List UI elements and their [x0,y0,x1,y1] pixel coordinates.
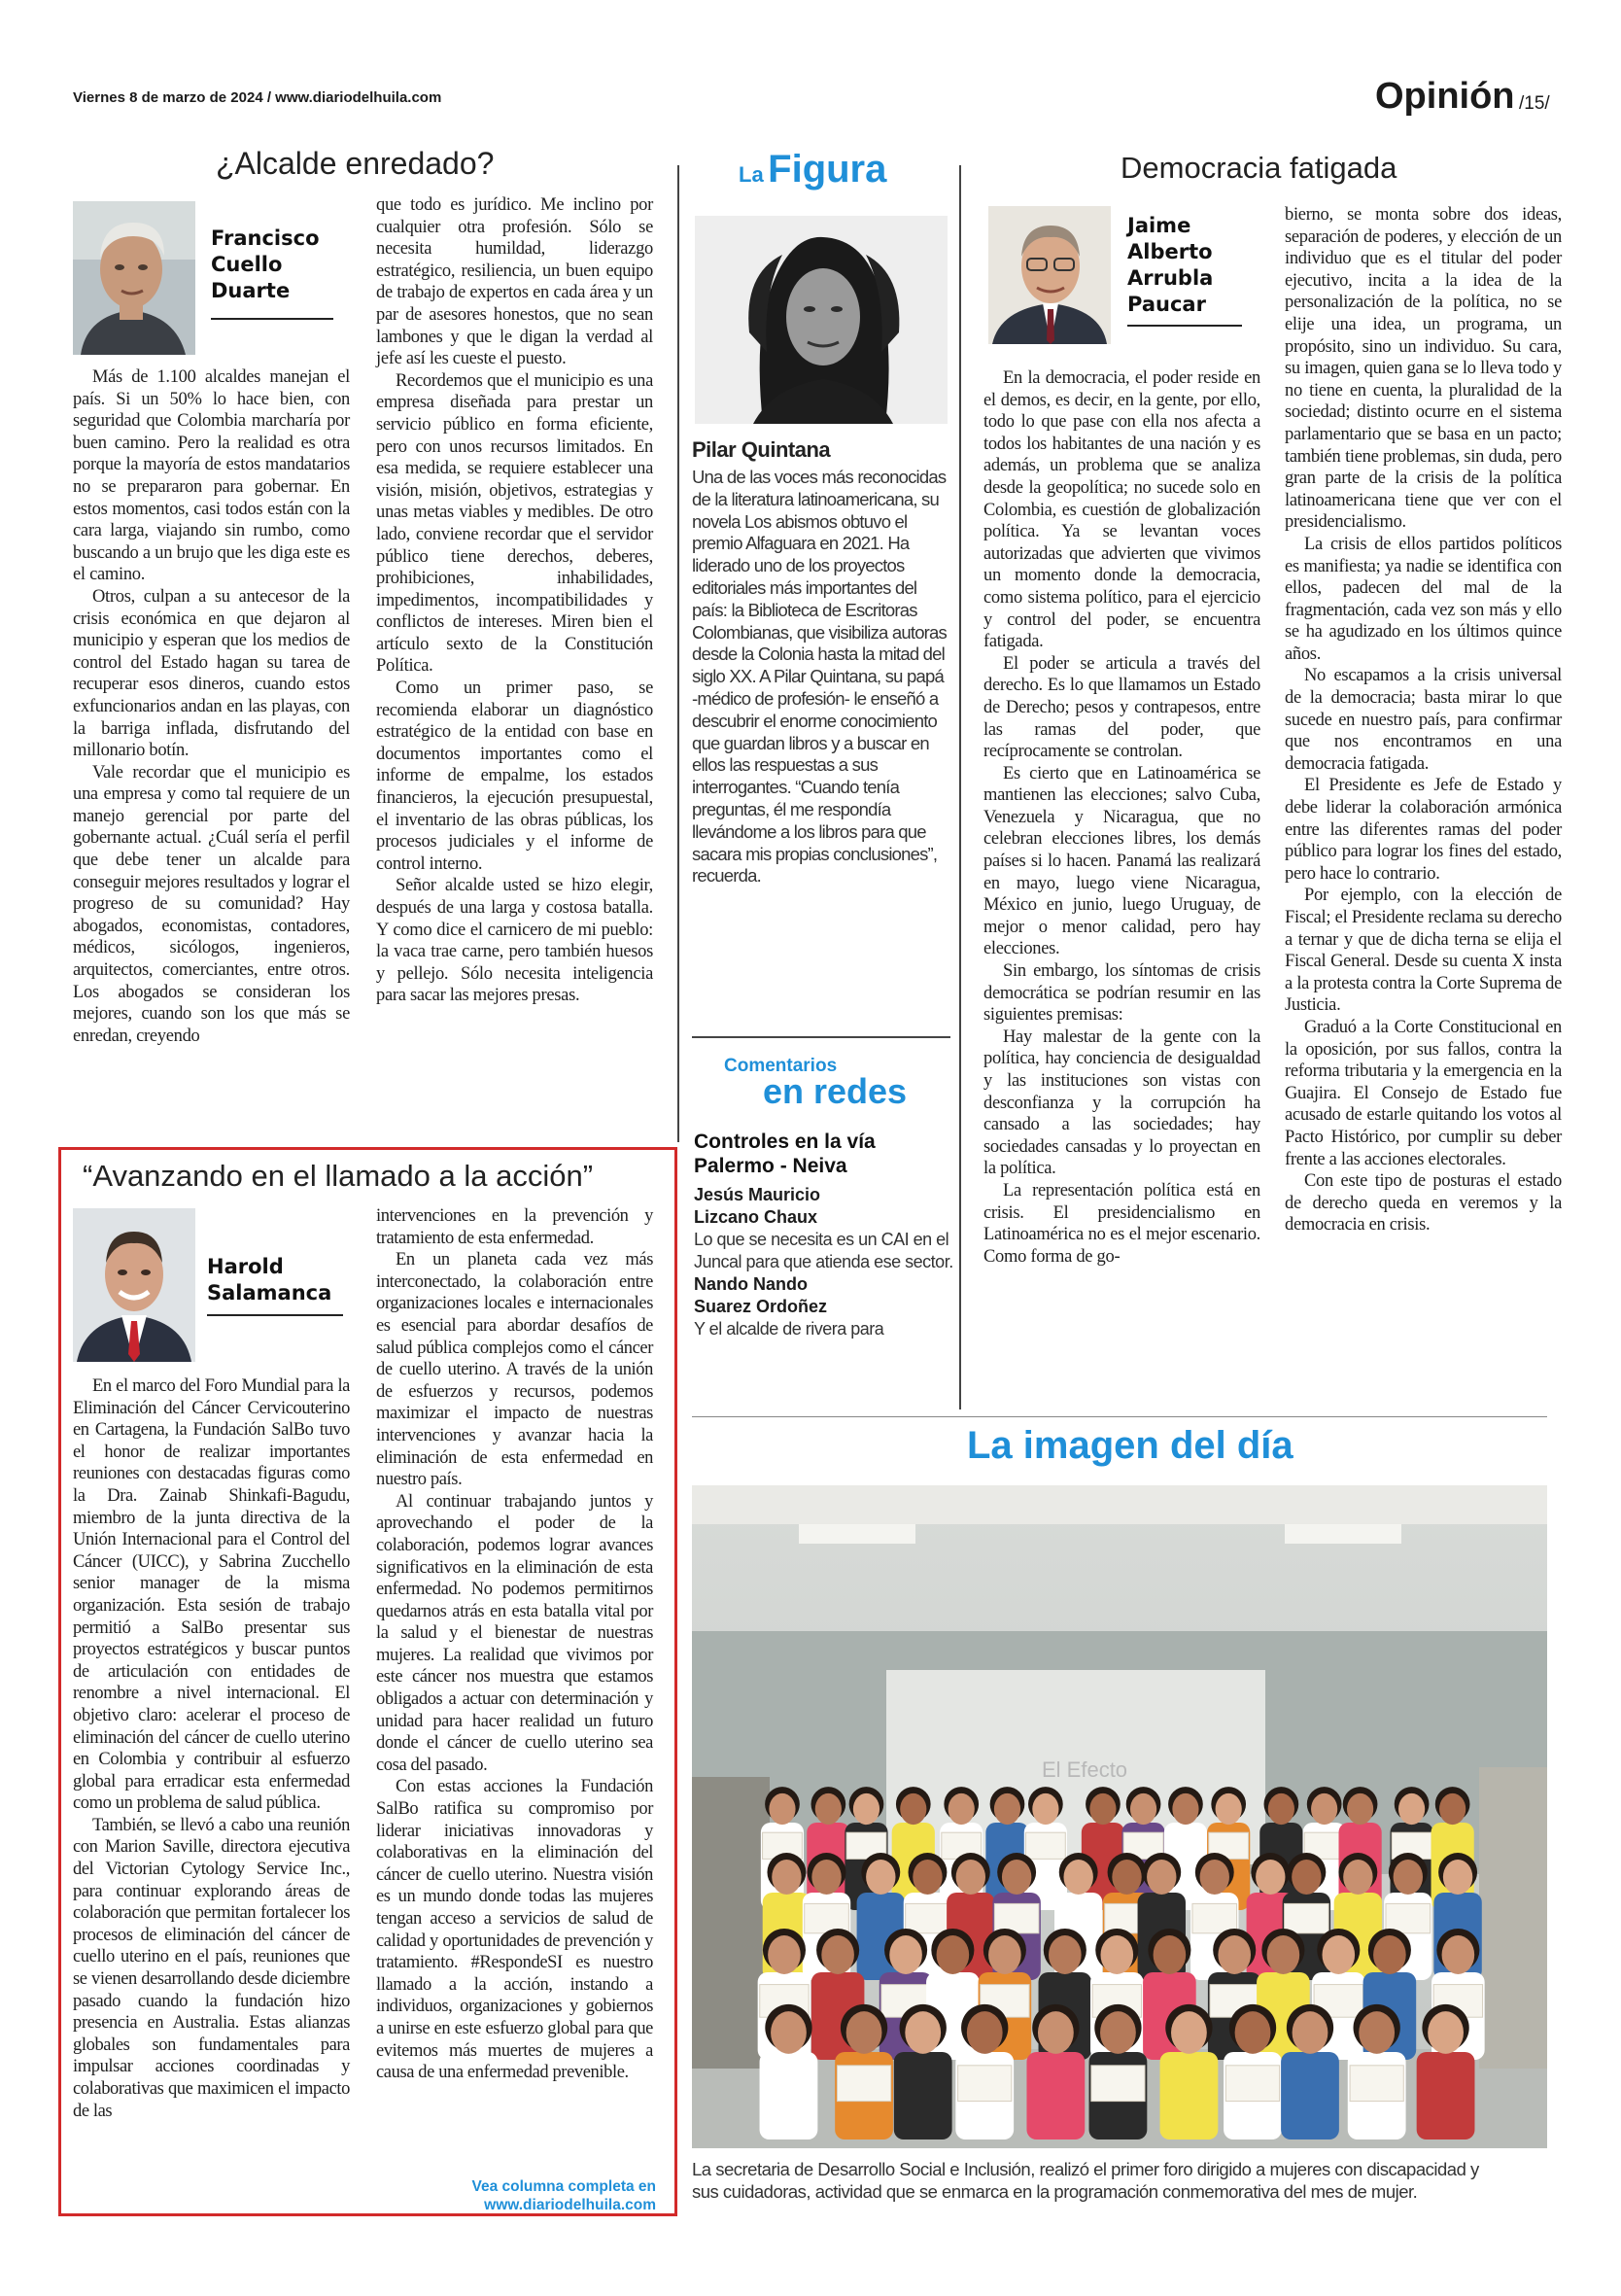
comment-text: Lo que se necesita es un CAI en el Juncal para que atienda ese sector. [694,1230,953,1271]
article-column-avanzando-1: En el marco del Foro Mundial para la Eliminación del Cáncer Cervicouterino en Cartagena, la Fundación SalBo tuvo el honor de realizar importantes reuniones con destacadas figuras como la Dra. Zainab Shinkafi-Bagudu, miembro de la junta directiva de la Unión Internacional para el Control del Cáncer (UICC), y Sabrina Zucchello senior manager de la misma organización. Esta sesión de trabajo permitió a SalBo presentar sus proyectos estratégicos y buscar puntos de articulación con entidades de renombre a nivel internacional. El objetivo claro: acelerar el proceso de eliminación del cáncer de cuello uterino en Colombia y contribuir al esfuerzo global para erradicar esta enfermedad como un problema de salud pública. También, se llevó a cabo una reunión con Marion Saville, directora ejecutiva del Victorian Cytology Service Inc., para continuar explorando áreas de colaboración que permitan fortalecer los procesos de eliminación del cáncer de cuello uterino en el país, reuniones que se vienen desarrollando desde diciembre pasado cuando la fundación hizo presencia en Australia. Estas alianzas globales son fundamentales para impulsar acciones coordinadas y colaborativas que maximicen el impacto de las [73,1376,350,2121]
author-photo-jaime [988,206,1111,344]
figura-name: Pilar Quintana [692,437,831,462]
article-title-alcalde: ¿Alcalde enredado? [216,146,495,181]
author-photo-harold [73,1208,195,1362]
date-line: Viernes 8 de marzo de 2024 / www.diariodelhuila.com [73,89,442,106]
article-column-avanzando-2: intervenciones en la prevención y tratamiento de esta enfermedad. En un planeta cada vez más interconectado, la colaboración entre organizaciones locales e internacionales es esencial para abordar desafíos de salud pública complejos como el cáncer de cuello uterino. A través de la unión de esfuerzos y recursos, podemos maximizar el impacto de nuestras intervenciones y avanzar hacia la eliminación de esta enfermedad en nuestro país. Al continuar trabajando juntos y aprovechando el poder de la colaboración, podemos lograr avances significativos en la eliminación de esta enfermedad. No podemos permitirnos quedarnos atrás en esta batalla vital por la salud y el bienestar de nuestras mujeres. La realidad que vivimos por este cáncer nos muestra que estamos obligados a actuar con determinación y unidad para hacer realidad un futuro donde el cáncer de cuello uterino sea cosa del pasado. Con estas acciones la Fundación SalBo ratifica su compromiso por liderar iniciativas innovadoras y colaborativas en la eliminación del cáncer de cuello uterino. Nuestra visión es un mundo donde todas las mujeres tengan acceso a servicios de salud de calidad y oportunidades de prevención y tratamiento. #RespondeSI es nuestro llamado a la acción, instando a individuos, organizaciones y gobiernos a unirse en este esfuerzo global para que evitemos más muertes de mujeres a causa de una enfermedad prevenible. [376,1206,653,2083]
column-divider [677,165,679,1142]
section-title: Opinión [1375,76,1515,117]
article-column-democracia-2: bierno, se monta sobre dos ideas, separación de poderes, y elección de un individuo que es el titular del poder ejecutivo, incita a la idea de la personalización de la política, no se elije una idea, un programa, un propósito, sino un individuo. Su cara, su imagen, quien gana se lo lleva todo y no tiene en cuenta, la pluralidad de la sociedad; distinto ocurre en el sistema parlamentario que se basa en un pacto; también tiene problemas, sin duda, pero gran parte de la crisis de la política latinoamericana tiene que ver con el presidencialismo. La crisis de ellos partidos políticos es manifiesta; ya nadie se identifica con ellos, padecen del mal de la fragmentación, cada vez son más y ello se ha agudizado en los últimos quince años. No escapamos a la crisis universal de la democracia; basta mirar lo que sucede en nuestro país, para confirmar que nos encontramos en una democracia fatigada. El Presidente es Jefe de Estado y debe liderar la colaboración armónica entre las diferentes ramas del poder público para lograr los fines del estado, pero hace lo contrario. Por ejemplo, con la elección de Fiscal; el Presidente reclama su derecho a ternar y que de dicha terna se elija el Fiscal General. Desde su cuenta X insta a la protesta contra la Corte Suprema de Justicia. Graduó a la Corte Constitucional en la oposición, por sus fallos, contra la reforma tributaria y la emergencia en la Guajira. El Consejo de Estado fue acusado de estarle quitando los votos al Pacto Histórico, por cumplir su deber frente a las acciones electorales. Con este tipo de posturas el estado de derecho queda en veremos y la democracia en crisis. [1285,205,1562,1235]
screen-text: El Efecto [1042,1757,1128,1782]
image-of-day-title: La imagen del día [967,1424,1293,1467]
article-column-alcalde-1: Más de 1.100 alcaldes manejan el país. Si un 50% lo hace bien, con seguridad que Colombia marcharía por buen camino. Pero la realidad es otra porque la mayoría de estos mandatarios no se prepararon para gobernar. En estos momentos, casi todos están con la cara larga, viajando sin rumbo, como buscando a un brujo que les diga este es el camino. Otros, culpan a su antecesor de la crisis económica en que dejaron al municipio y esperan que los medios de control del Estado hagan su tarea de recuperar esos dineros, cuando estos exfuncionarios andan en las playas, con la barriga inflada, disfrutando del millonario botín. Vale recordar que el municipio es una empresa y como tal requiere de un manejo gerencial por parte del gobernante actual. ¿Cuál sería el perfil que debe tener un alcalde para conseguir mejores resultados y lograr el progreso de su comunidad? Hay abogados, economistas, contadores, médicos, sicólogos, ingenieros, arquitectos, comerciantes, entre otros. Los abogados se consideran los mejores, cuando son los que más se enredan, creyendo [73,367,350,1046]
author-name-jaime: Jaime Alberto Arrubla Paucar [1127,214,1214,316]
full-column-link[interactable]: Vea columna completa en www.diariodelhuila.com [471,2178,656,2213]
redes-label-small: Comentarios [724,1056,838,1076]
article-title-democracia: Democracia fatigada [1121,151,1397,185]
author-rule [1127,325,1242,327]
article-column-alcalde-2: que todo es jurídico. Me inclino por cualquier otra profesión. Sólo se necesita humildad, liderazgo estratégico, resiliencia, un buen equipo de trabajo de expertos en cada área y un par de asesores honestos, que no sean lambones y que le digan la verdad al jefe así les cueste el puesto. Recordemos que el municipio es una empresa diseñada para prestar un servicio público en forma eficiente, pero con unos recursos limitados. En esa medida, se requiere establecer una visión, misión, objetivos, estrategias y unas metas viables y medibles. De otro lado, conviene recordar que el servidor público tiene derechos, deberes, prohibiciones, inhabilidades, impedimentos, incompatibilidades y conflictos de intereses. Miren bien el artículo sexto de la Constitución Política. Como un primer paso, se recomienda elaborar un diagnóstico estratégico de la entidad con base en documentos importantes como el informe de empalme, los estados financieros, la ejecución presupuestal, el inventario de las obras públicas, los procesos judiciales y el informe de control interno. Señor alcalde usted se hizo elegir, después de una larga y costosa batalla. Y como dice el carnicero de mi pueblo: la vaca trae carne, pero también huesos y pellejo. Sólo necesita inteligencia para sacar las mejores presas. [376,195,653,1006]
author-photo-francisco [73,201,195,355]
column-divider [959,165,961,1409]
comment-text: Y el alcalde de rivera para [694,1319,884,1339]
author-rule [207,1314,343,1316]
section-divider [692,1416,1547,1417]
author-rule [211,318,333,320]
page-number: /15/ [1519,93,1550,114]
figura-photo [695,216,948,424]
author-name-francisco: Francisco Cuello Duarte [211,226,320,302]
image-of-day-caption: La secretaria de Desarrollo Social e Inclusión, realizó el primer foro dirigido a mujeres con discapacidad y sus cuidadoras, actividad que se enmarca en la programación conmemorativa del mes de mujer. [692,2159,1479,2202]
comment-author: Jesús Mauricio Lizcano Chaux [694,1185,821,1227]
author-name-harold: Harold Salamanca [207,1255,332,1305]
figura-label: La Figura [739,148,887,191]
redes-comments [694,1184,956,1340]
comment-author: Nando Nando Suarez Ordoñez [694,1274,828,1316]
redes-label-big: en redes [763,1071,908,1111]
image-of-day-photo [692,1485,1547,2148]
redes-headline: Controles en la vía Palermo - Neiva [694,1131,876,1177]
section-divider [692,1036,950,1038]
article-title-avanzando: “Avanzando en el llamado a la acción” [83,1159,594,1193]
article-column-democracia-1: En la democracia, el poder reside en el demos, es decir, en la gente, por ello, todo lo que pase con ella nos afecta a todos los habitantes de una nación y es además, un problema que se analiza desde la geopolítica; no sucede solo en Colombia, es cuestión de globalización política. Ya se levantan voces autorizadas que advierten que vivimos un momento donde la democracia, como sistema político, para el ejercicio y control del poder, se encuentra fatigada. El poder se articula a través del derecho. Es lo que llamamos un Estado de Derecho; pesos y contrapesos, entre las ramas del poder, que recíprocamente se controlan. Es cierto que en Latinoamérica se mantienen las elecciones; salvo Cuba, Venezuela y Nicaragua, que no celebran elecciones libres, los demás países si lo hacen. Panamá las realizará en mayo, luego viene Nicaragua, México en junio, luego Uruguay, de mejor o menor calidad, pero hay elecciones. Sin embargo, los síntomas de crisis democrática se podrían resumir en las siguientes premisas: Hay malestar de la gente con la política, hay conciencia de desigualdad y las instituciones son vistas con desconfianza y la corrupción ha cansado a las sociedades; hay sociedades cansadas y lo proyectan en la política. La representación política está en crisis. El presidencialismo en Latinoamérica no es el mejor escenario. Como forma de go- [983,368,1260,1267]
figura-text: Una de las voces más reconocidas de la literatura latinoamericana, su novela Los abismos obtuvo el premio Alfaguara en 2021. Ha liderado uno de los proyectos editoriales más importantes del país: la Biblioteca de Escritoras Colombianas, que visibiliza autoras desde la Colonia hasta la mitad del siglo XX. A Pilar Quintana, su papá -médico de profesión- le enseñó a descubrir el enorme conocimiento que guardan libros y a buscar en ellos las respuestas a sus interrogantes. “Cuando tenía preguntas, él me respondía llevándome a los libros para que sacara mis propias conclusiones”, recuerda. [692,467,947,887]
